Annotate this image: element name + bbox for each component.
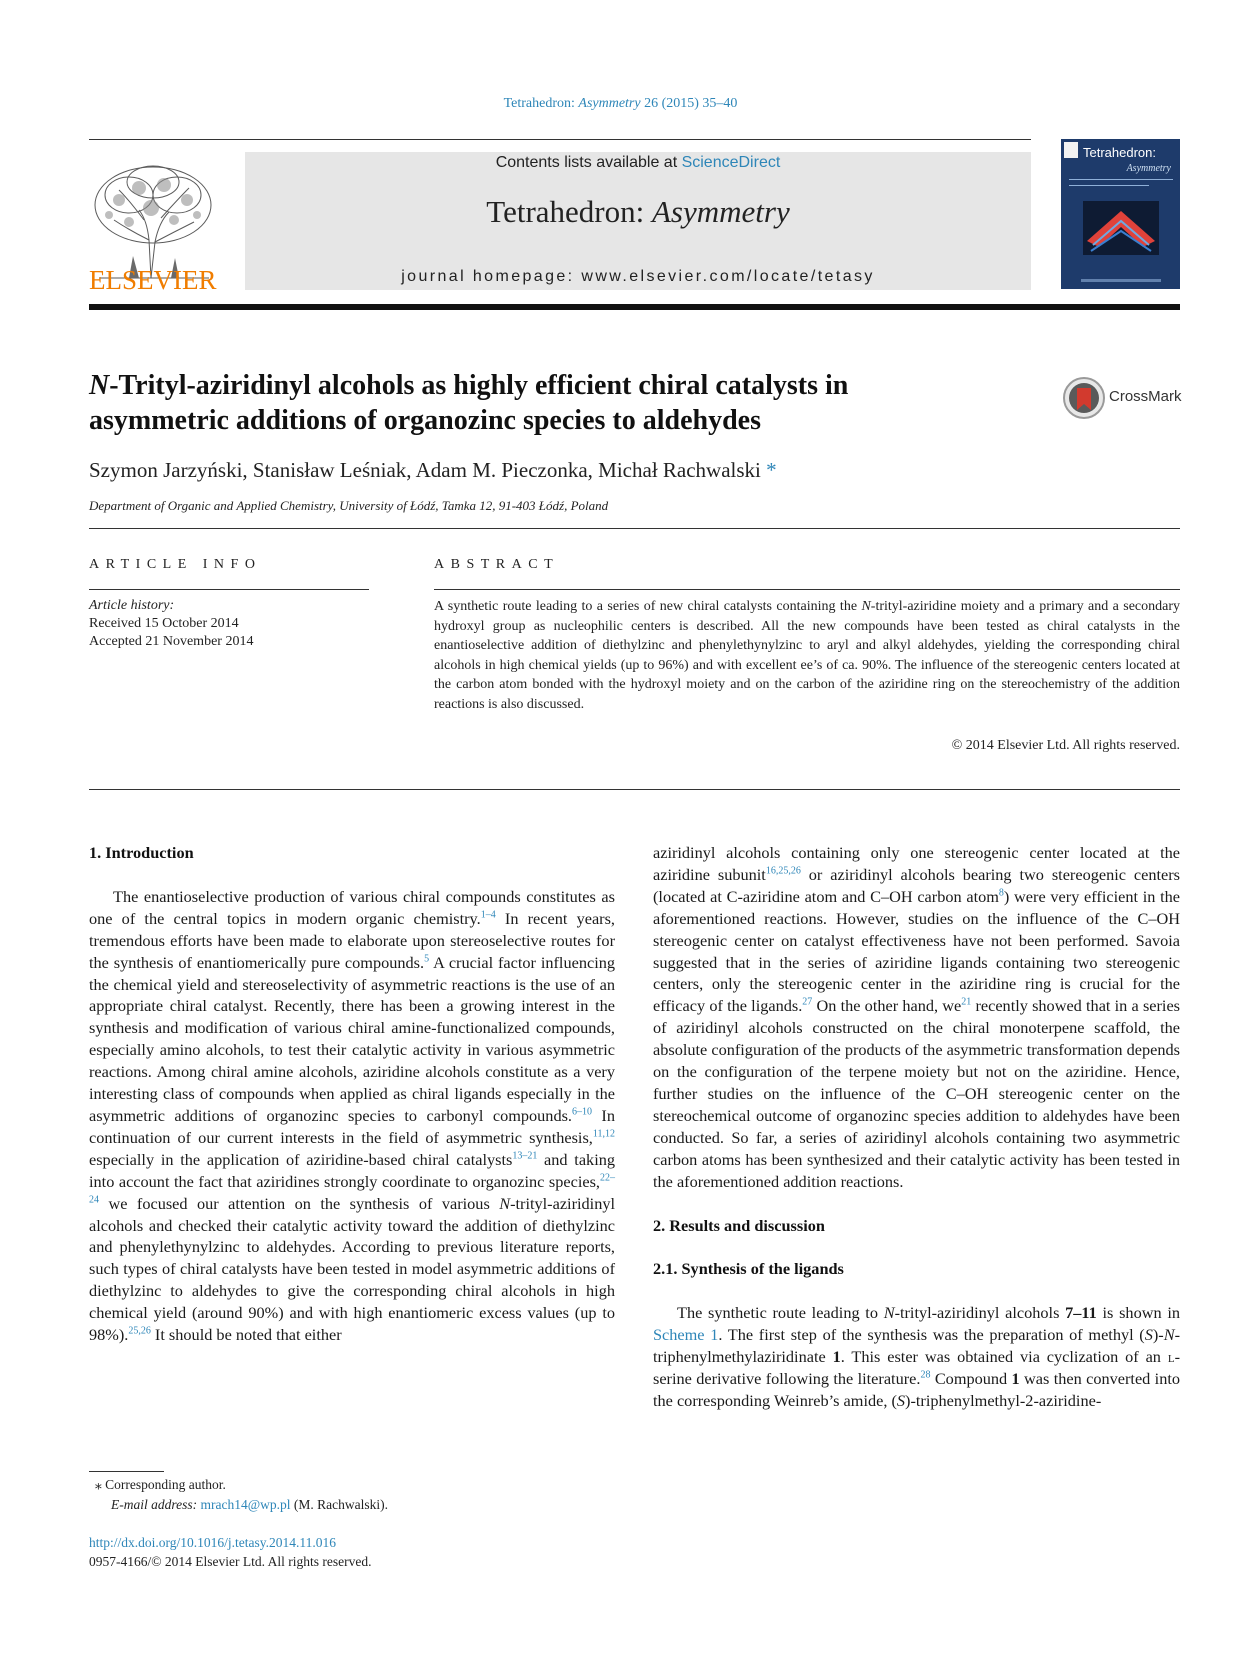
crossmark-icon xyxy=(1062,376,1106,420)
title-italic-n: N xyxy=(89,370,110,401)
email-link[interactable]: mrach14@wp.pl xyxy=(200,1497,291,1512)
journal-citation[interactable] xyxy=(0,96,1241,112)
divider xyxy=(89,589,369,590)
header-top-rule xyxy=(89,139,1031,140)
email-suffix: (M. Rachwalski). xyxy=(290,1497,389,1512)
cover-publisher-icon xyxy=(1064,142,1078,158)
citation-link[interactable]: 13–21 xyxy=(512,1150,538,1162)
journal-name xyxy=(245,194,1031,230)
corresponding-author-label: Corresponding author. xyxy=(105,1477,226,1492)
journal-homepage-link[interactable]: journal homepage: www.elsevier.com/locate/tetasy xyxy=(401,268,875,285)
doi-link[interactable]: http://dx.doi.org/10.1016/j.tetasy.2014.11.016 xyxy=(89,1535,336,1550)
cover-title: Tetrahedron: xyxy=(1083,145,1156,160)
abstract-copyright: © 2014 Elsevier Ltd. All rights reserved. xyxy=(951,738,1180,753)
citation-link[interactable]: 6–10 xyxy=(572,1106,592,1118)
cover-footer-bar xyxy=(1081,279,1161,282)
abstract-heading: ABSTRACT xyxy=(434,557,560,572)
received-date: Received 15 October 2014 xyxy=(89,616,239,631)
journal-name-italic: Asymmetry xyxy=(651,194,790,229)
authors xyxy=(89,458,777,483)
elsevier-wordmark: ELSEVIER xyxy=(89,265,217,295)
abstract-text-a: A synthetic route leading to a series of new chiral catalysts containing the xyxy=(434,599,862,614)
section-heading-introduction: 1. Introduction xyxy=(89,843,194,862)
accepted-date: Accepted 21 November 2014 xyxy=(89,634,254,649)
journal-cover-image xyxy=(1061,139,1180,289)
journal-ref-italic: Asymmetry xyxy=(578,96,641,111)
crossmark-label: CrossMark xyxy=(1109,388,1182,405)
contents-prefix: Contents lists available at xyxy=(495,154,682,171)
abstract-body xyxy=(434,597,1180,714)
article-info-heading: ARTICLE INFO xyxy=(89,557,262,572)
intro-paragraph-continued: aziridinyl alcohols containing only one stereogenic center located at the aziridine subunit$^{16,25,26}$ or aziridinyl alcohols bearing two stereogenic centers (located at C-aziridine atom and C–OH carbon atom$^8$) were very efficient in the aforementioned reactions. However, studies on the influence of the C–OH stereogenic center on catalyst effectiveness have not been performed. Savoia suggested that in the series of aziridine ligands containing two stereogenic centers, only the stereogenic center in the aziridine ring is crucial for the efficacy of the ligands.$^{27}$ On the other hand, $we^{21}$ recently showed that in a series of aziridinyl alcohols constructed on the chiral monoterpene scaffold, the absolute configuration of the products of the asymmetric transformation depends on the configuration of the terpene moiety but not on the aziridine. Hence, further studies on the influence of the C–OH stereogenic center on the stereochemical outcome of organozinc species addition to aldehydes have been conducted. So far, a series of aziridinyl alcohols containing two asymmetric carbon atoms has been synthesized and their catalytic activity has been tested in the aforementioned addition reactions. xyxy=(653,843,1181,1191)
issn-copyright: 0957-4166/© 2014 Elsevier Ltd. All rights reserved. xyxy=(89,1554,372,1569)
divider xyxy=(434,589,1180,590)
history-label: Article history: xyxy=(89,598,175,613)
journal-ref-suffix: 26 (2015) 35–40 xyxy=(640,96,738,111)
scheme-1-link[interactable]: Scheme 1 xyxy=(653,1325,719,1345)
cover-rule xyxy=(1069,179,1173,180)
citation-link[interactable]: 21 xyxy=(961,996,972,1008)
intro-paragraph: The enantioselective production of various chiral compounds constitutes as one of the central topics in modern organic chemistry.$^{1-4}$ In recent years, tremendous efforts have been made to elaborate upon stereoselective routes for the synthesis of enantiomerically pure compounds.$^5$ A crucial factor influencing the chemical yield and stereoselectivity of asymmetric reactions is the use of an appropriate chiral catalyst. Recently, there has been a growing interest in the synthesis and modification of various chiral amine-functionalized compounds, especially amino alcohols, to test their catalytic activity in various asymmetric reactions. Among chiral amine alcohols, aziridine alcohols constitute as a very interesting class of compounds when applied as chiral ligands especially in the asymmetric additions of organozinc species to carbonyl compounds.$^{6-10}$ In continuation of our current interests in the field of asymmetric synthesis,$^{11,12}$ especially in the application of aziridine-based chiral catalysts$^{13-21}$ and taking into account the fact that aziridines strongly coordinate to organozinc species,$^{22-24}$ we focused our attention on the synthesis of various N-trityl-aziridinyl alcohols and checked their catalytic activity toward the addition of diethylzinc and phenylethynylzinc to aldehydes. According to previous literature reports, such types of chiral catalysts have been tested in model asymmetric additions of diethylzinc to aldehydes to give the corresponding chiral alcohols in high chemical yield (around 90%) and with high enantiomeric excess values (up to 98%).$^{25,26}$ It should be noted that either xyxy=(89,886,616,1345)
cover-rule xyxy=(1069,185,1149,186)
article-title xyxy=(89,368,989,438)
abstract-text-b: -trityl-aziridine moiety and a primary and a secondary hydroxyl group as nucleophilic centers is described. All the new compounds have been tested as chiral catalysts in the enantioselective addition of diethylzinc and phenylethynylzinc to aryl and alkyl aldehydes, yielding the corresponding chiral alcohols in high chemical yields (up to 96%) and with excellent ee’s of ca. 90%. The influence of the stereogenic centers located at the carbon atom bonded with the hydroxyl moiety and on the carbon of the aziridine ring on the stereochemistry of the addition reactions is also discussed. xyxy=(434,599,1180,712)
doi-block xyxy=(89,1533,371,1571)
corresponding-author-mark[interactable]: * xyxy=(766,458,777,482)
contents-line xyxy=(245,154,1031,172)
author-list: Szymon Jarzyński, Stanisław Leśniak, Adam M. Pieczonka, Michał Rachwalski xyxy=(89,458,761,482)
citation-link[interactable]: 11,12 xyxy=(592,1128,615,1140)
divider xyxy=(89,789,1180,790)
crossmark-button[interactable] xyxy=(1062,376,1232,420)
left-column xyxy=(89,842,615,1346)
cover-art-icon xyxy=(1083,201,1159,255)
synthesis-paragraph: The synthetic route leading to N-trityl-aziridinyl alcohols 7–11 is shown in Scheme 1. The first step of the synthesis was the preparation of methyl (S)-N-triphenylmethylaziridinate 1. This ester was obtained via cyclization of an l-serine derivative following the literature.$^{28}$ Compound 1 was then converted into the corresponding Weinreb’s amide, (S)-triphenylmethyl-2-aziridine- xyxy=(653,1303,1180,1410)
affiliation: Department of Organic and Applied Chemistry, University of Łódź, Tamka 12, 91-403 Łódź, Poland xyxy=(89,498,609,513)
citation-link[interactable]: 1–4 xyxy=(480,909,496,921)
section-heading-results: 2. Results and discussion xyxy=(653,1215,825,1235)
citation-link[interactable]: 16,25,26 xyxy=(765,865,801,877)
journal-ref-prefix: Tetrahedron: xyxy=(503,96,579,111)
abstract-italic: N xyxy=(861,599,871,614)
footnote-mark: ⁎ xyxy=(95,1477,102,1492)
citation-link[interactable]: 28 xyxy=(920,1369,931,1381)
citation-link[interactable]: 5 xyxy=(424,953,430,965)
journal-banner xyxy=(245,152,1031,290)
citation-link[interactable]: 25,26 xyxy=(128,1325,151,1337)
subsection-heading-synthesis: 2.1. Synthesis of the ligands xyxy=(653,1259,844,1279)
article-history xyxy=(89,597,253,651)
email-label: E-mail address: xyxy=(111,1497,198,1512)
right-column xyxy=(653,842,1180,1412)
citation-link[interactable]: 27 xyxy=(802,996,813,1008)
cover-subtitle: Asymmetry xyxy=(1126,163,1171,174)
citation-link[interactable]: 8 xyxy=(998,887,1004,899)
footnote-rule xyxy=(89,1471,164,1472)
footnote xyxy=(89,1475,388,1515)
citation-link[interactable]: 22–24 xyxy=(89,1172,615,1206)
divider xyxy=(89,528,1180,529)
header-thick-rule xyxy=(89,304,1180,310)
sciencedirect-link[interactable]: ScienceDirect xyxy=(681,154,781,171)
journal-name-prefix: Tetrahedron: xyxy=(486,194,652,229)
title-rest: -Trityl-aziridinyl alcohols as highly efficient chiral catalysts in asymmetric additions of organozinc species to aldehydes xyxy=(89,370,849,436)
